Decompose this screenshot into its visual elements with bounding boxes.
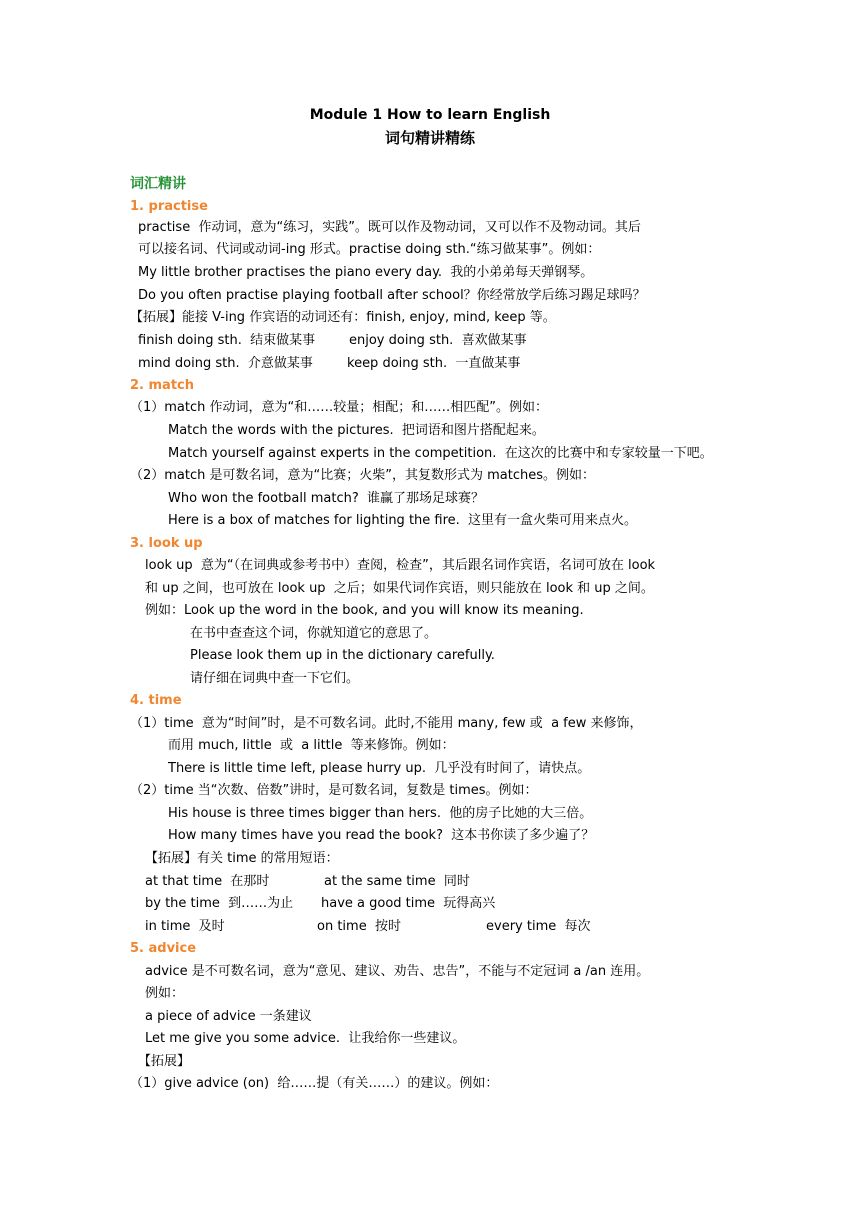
item-heading: 2. match [130, 378, 195, 393]
paragraph-line: （2）match 是可数名词，意为“比赛；火柴”，其复数形式为 matches。例如： [130, 468, 596, 483]
example-line: His house is three times bigger than hers. 他的房子比她的大三倍。 [168, 806, 593, 821]
paragraph-line: （1）give advice (on) 给……提（有关……）的建议。例如： [130, 1076, 499, 1091]
phrase: in time 及时 [145, 919, 225, 934]
paragraph-line: 例如： [145, 986, 185, 1001]
extension-line: 【拓展】能接 V-ing 作宾语的动词还有：finish, enjoy, mind, keep 等。 [130, 310, 556, 325]
paragraph-line: （1）time 意为“时间”时，是不可数名词。此时,不能用 many, few 或 a few 来修饰， [130, 716, 643, 731]
phrase: finish doing sth. 结束做某事 [138, 333, 316, 348]
phrase: at that time 在那时 [145, 874, 270, 889]
paragraph-line: 而用 much, little 或 a little 等来修饰。例如： [168, 738, 455, 753]
paragraph-line: （1）match 作动词，意为“和……较量；相配；和……相匹配”。例如： [130, 400, 548, 415]
phrase: every time 每次 [486, 919, 591, 934]
example-line: Who won the football match? 谁赢了那场足球赛？ [168, 491, 485, 506]
phrase: on time 按时 [317, 919, 401, 934]
item-heading: 1. practise [130, 199, 208, 214]
example-line: 例如：Look up the word in the book, and you will know its meaning. [145, 603, 584, 618]
example-line: Match yourself against experts in the competition. 在这次的比赛中和专家较量一下吧。 [168, 446, 713, 461]
paragraph-line: practise 作动词，意为“练习，实践”。既可以作及物动词，又可以作不及物动词。其后 [138, 220, 641, 235]
example-line: How many times have you read the book? 这本书你读了多少遍了？ [168, 828, 595, 843]
paragraph-line: （2）time 当“次数、倍数”讲时，是可数名词，复数是 times。例如： [130, 783, 538, 798]
example-line: a piece of advice 一条建议 [145, 1009, 312, 1024]
paragraph-line: advice 是不可数名词，意为“意见、建议、劝告、忠告”，不能与不定冠词 a /an 连用。 [145, 964, 650, 979]
phrase: keep doing sth. 一直做某事 [347, 356, 521, 371]
item-heading: 3. look up [130, 536, 203, 551]
phrase: mind doing sth. 介意做某事 [138, 356, 313, 371]
example-line: Let me give you some advice. 让我给你一些建议。 [145, 1031, 466, 1046]
phrase: enjoy doing sth. 喜欢做某事 [349, 333, 527, 348]
item-heading: 4. time [130, 693, 182, 708]
item-heading: 5. advice [130, 941, 197, 956]
example-line: My little brother practises the piano every day. 我的小弟弟每天弹钢琴。 [138, 265, 594, 280]
document-title: Module 1 How to learn English [309, 107, 551, 123]
extension-line: 【拓展】 [138, 1054, 191, 1069]
example-line: Here is a box of matches for lighting the fire. 这里有一盒火柴可用来点火。 [168, 513, 638, 528]
example-line: There is little time left, please hurry up. 几乎没有时间了，请快点。 [168, 761, 591, 776]
example-line: Please look them up in the dictionary carefully. [190, 648, 495, 663]
example-line: Match the words with the pictures. 把词语和图片搭配起来。 [168, 423, 545, 438]
phrase: by the time 到……为止 [145, 896, 294, 911]
section-heading: 词汇精讲 [130, 176, 186, 192]
paragraph-line: 可以接名词、代词或动词-ing 形式。practise doing sth.“练习做某事”。例如： [138, 242, 601, 257]
phrase: at the same time 同时 [324, 874, 470, 889]
paragraph-line: look up 意为“（在词典或参考书中）查阅，检查”，其后跟名词作宾语，名词可放在 look [145, 558, 656, 573]
example-line: Do you often practise playing football after school？你经常放学后练习踢足球吗？ [138, 288, 646, 303]
paragraph-line: 和 up 之间，也可放在 look up 之后；如果代词作宾语，则只能放在 look 和 up 之间。 [145, 581, 654, 596]
extension-line: 【拓展】有关 time 的常用短语： [145, 851, 339, 866]
phrase: have a good time 玩得高兴 [321, 896, 496, 911]
example-line: 在书中查查这个词，你就知道它的意思了。 [190, 626, 438, 641]
document-subtitle: 词句精讲精练 [384, 129, 475, 147]
example-line: 请仔细在词典中查一下它们。 [190, 671, 360, 686]
